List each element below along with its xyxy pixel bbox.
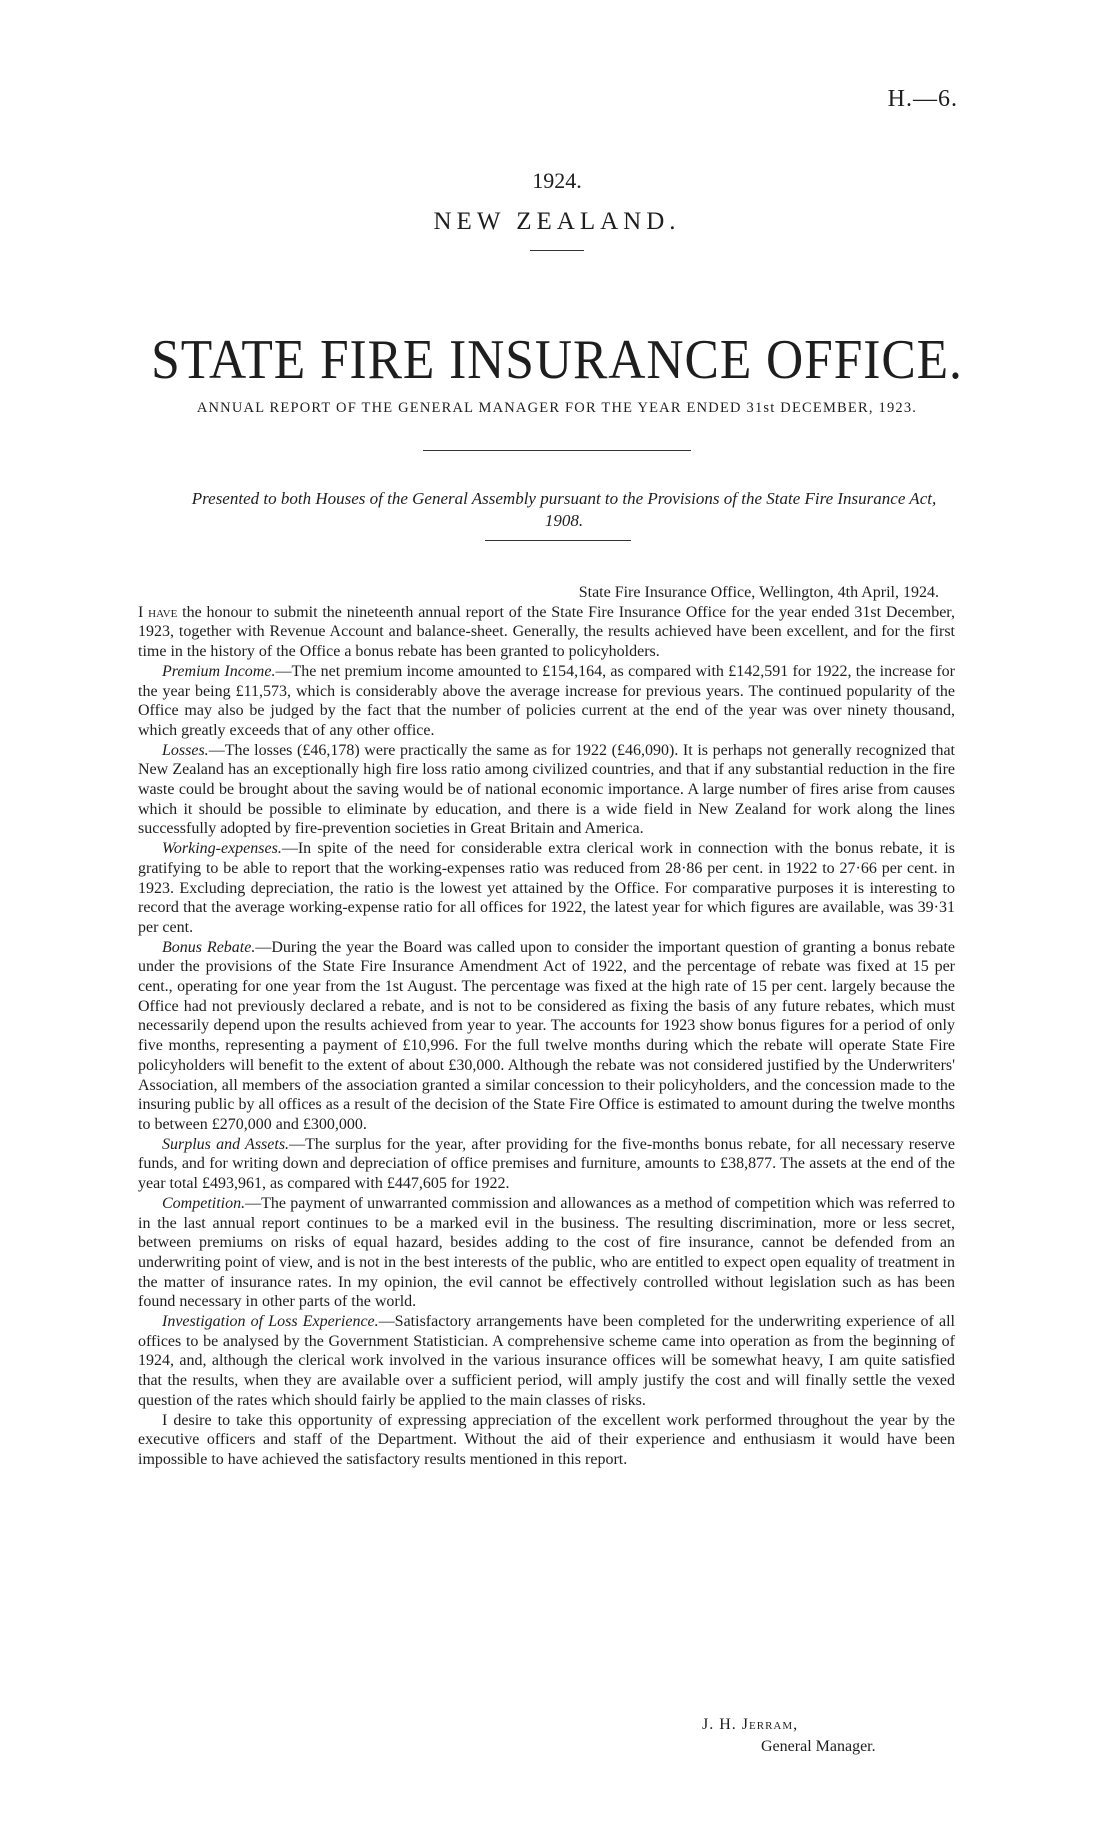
section-paragraph xyxy=(138,1135,955,1194)
section-heading: Bonus Rebate. xyxy=(162,938,256,956)
section-paragraph xyxy=(138,662,955,741)
section-heading: Investigation of Loss Experience. xyxy=(162,1313,379,1331)
section-text: —During the year the Board was called upon to consider the important question of granting a bonus rebate under the provisions of the State Fire Insurance Amendment Act of 1922, and the percentage of rebate was fixed at 15 per cent., operating for one year from the 1st August. The percentage was fixed at the high rate of 15 per cent. largely because the Office had not previously declared a rebate, and is not to be considered as fixing the basis of any future rebates, which must necessarily depend upon the results achieved from year to year. The accounts for 1923 show bonus figures for a period of only five months, representing a payment of £10,996. For the full twelve months during which the rebate will operate State Fire policyholders will benefit to the extent of about £30,000. Although the rebate was not considered justified by the Underwriters' Association, all members of the association granted a similar concession to their policyholders, and the concession made to the insuring public by all offices as a result of the decision of the State Fire Office is estimated to amount during the twelve months to between £270,000 and £300,000. xyxy=(138,938,956,1133)
section-paragraph xyxy=(138,1194,955,1312)
section-heading: Competition. xyxy=(162,1194,246,1212)
section-text: —The surplus for the year, after providing for the five-months bonus rebate, for all necessary reserve funds, and for writing down and depreciation of office premises and furniture, amounts to £38,877. The assets at the end of the year total £493,961, as compared with £447,605 for 1922. xyxy=(138,1135,955,1193)
section-paragraph xyxy=(138,839,955,938)
document-reference: H.—6. xyxy=(887,86,958,112)
title-divider xyxy=(530,250,584,251)
report-body xyxy=(138,583,955,1470)
document-country: NEW ZEALAND. xyxy=(433,208,681,235)
section-text: —In spite of the need for considerable extra clerical work in connection with the bonus rebate, it is gratifying to be able to report that the working-expenses ratio was reduced from 28·86 per cent. in 1922 to 27·66 per cent. in 1923. Excluding depreciation, the ratio is the lowest yet attained by the Office. For comparative purposes it is interesting to record that the average working-expense ratio for all offices for 1922, the latest year for which figures are available, was 39·31 per cent. xyxy=(138,840,955,936)
dateline: State Fire Insurance Office, Wellington, 4th April, 1924. xyxy=(578,584,939,601)
section-paragraph xyxy=(138,741,955,840)
opening-text: the honour to submit the nineteenth annual report of the State Fire Insurance Office for the year ended 31st December, 1923, together with Revenue Account and balance-sheet. Generally, the results achieved have been excellent, and for the first time in the history of the Office a bonus rebate has been granted to policyholders. xyxy=(138,603,955,661)
section-text: —Satisfactory arrangements have been completed for the underwriting experience of all offices to be analysed by the Government Statistician. A comprehensive scheme came into operation as from the beginning of 1924, and, although the clerical work involved in the various insurance offices will be somewhat heavy, I am quite satisfied that the results, when they are available over a sufficient period, will amply justify the cost and will finally settle the vexed question of the rates which should fairly be applied to the main classes of risks. xyxy=(138,1313,955,1409)
section-heading: Losses. xyxy=(162,741,209,759)
section-paragraph xyxy=(138,1312,955,1411)
section-heading: Working-expenses. xyxy=(162,840,282,858)
signature-name: J. H. Jerram, xyxy=(702,1716,799,1733)
subtitle-divider xyxy=(423,450,691,451)
opening-paragraph xyxy=(138,603,955,662)
signature-title: General Manager. xyxy=(761,1738,876,1755)
section-text: —The net premium income amounted to £154,164, as compared with £142,591 for 1922, the increase for the year being £11,573, which is considerably above the average increase for previous years. The continued popularity of the Office may also be judged by the fact that the number of policies current at the end of the year was over ninety thousand, which greatly exceeds that of any other office. xyxy=(138,662,956,739)
section-text: —The payment of unwarranted commission and allowances as a method of competition which was referred to in the last annual report continues to be a marked evil in the business. The resulting discrimination, more or less secret, between premiums on risks of equal hazard, besides adding to the cost of fire insurance, cannot be defended from an underwriting point of view, and is not in the best interests of the public, who are entitled to expect open equality of treatment in the matter of insurance rates. In my opinion, the evil cannot be effectively controlled without legislation such as has been found necessary in other parts of the world. xyxy=(138,1194,955,1311)
document-year: 1924. xyxy=(532,168,582,193)
presentation-divider xyxy=(485,540,631,541)
section-text: —The losses (£46,178) were practically the same as for 1922 (£46,090). It is perhaps not generally recognized that New Zealand has an exceptionally high fire loss ratio among civilized countries, and that if any substantial reduction in the fire waste could be brought about the saving would be of national economic importance. A large number of fires arise from causes which it should be possible to eliminate by education, and there is a wide field in New Zealand for work along the lines successfully adopted by fire-prevention societies in Great Britain and America. xyxy=(138,741,955,838)
section-heading: Surplus and Assets. xyxy=(162,1135,290,1153)
section-paragraph xyxy=(138,938,955,1135)
opening-lead: I have xyxy=(138,603,178,621)
closing-paragraph: I desire to take this opportunity of expressing appreciation of the excellent work performed throughout the year by the executive officers and staff of the Department. Without the aid of their experience and enthusiasm it would have been impossible to have achieved the satisfactory results mentioned in this report. xyxy=(138,1411,955,1468)
document-subtitle: ANNUAL REPORT OF THE GENERAL MANAGER FOR THE YEAR ENDED 31st DECEMBER, 1923. xyxy=(196,400,918,416)
presentation-note: Presented to both Houses of the General Assembly pursuant to the Provisions of the State Fire Insurance Act, 1908. xyxy=(191,489,937,530)
section-heading: Premium Income. xyxy=(162,662,276,680)
document-title: STATE FIRE INSURANCE OFFICE. xyxy=(151,329,963,391)
